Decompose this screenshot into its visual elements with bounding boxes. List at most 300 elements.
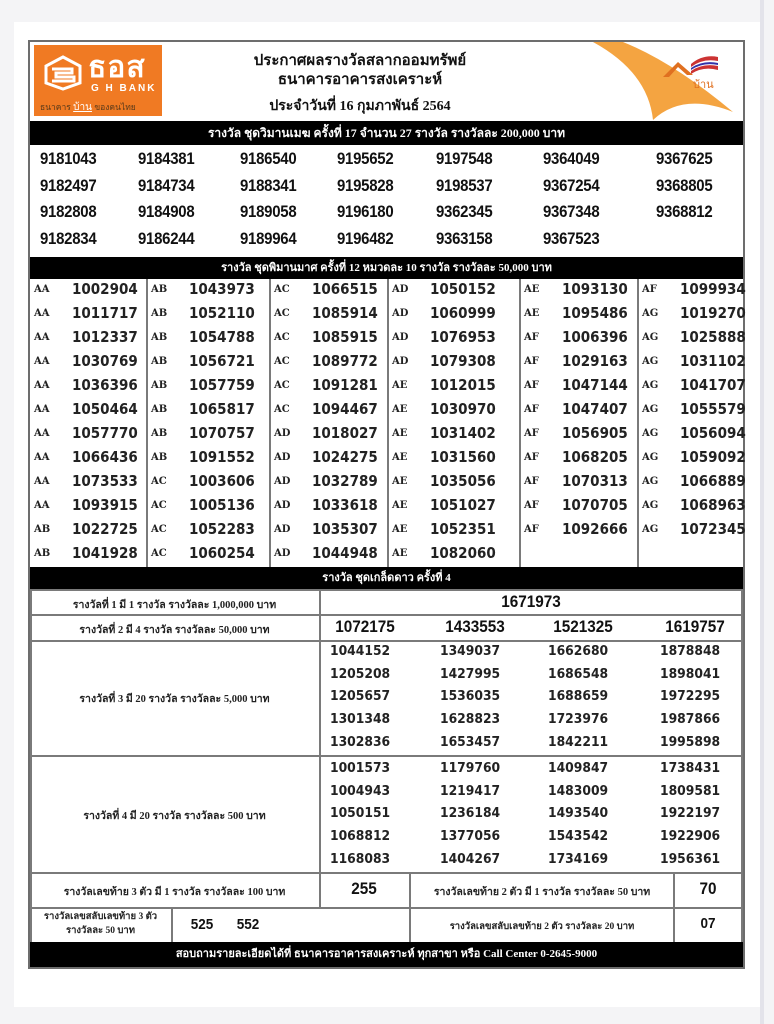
series-number: 1029163 <box>562 352 628 370</box>
series-entry <box>270 303 388 327</box>
series-number: 1002904 <box>72 280 138 298</box>
series-entry <box>388 399 520 423</box>
series-number: 1012337 <box>72 328 138 346</box>
series-prefix: AE <box>392 500 408 511</box>
prize4-number: 1168083 <box>330 851 391 867</box>
series-prefix: AF <box>524 452 539 463</box>
winning-number: 9189964 <box>240 228 297 248</box>
series-prefix: AD <box>274 500 291 511</box>
series-prefix: AD <box>274 476 291 487</box>
swap3-label-line2: รางวัลละ 50 บาท <box>65 926 136 936</box>
series-prefix: AE <box>392 380 408 391</box>
series-number: 1066436 <box>72 448 138 466</box>
divider <box>30 614 743 616</box>
series-prefix: AG <box>642 332 659 343</box>
series-entry <box>147 447 270 471</box>
series-number: 1031560 <box>430 448 496 466</box>
series-prefix: AE <box>524 308 540 319</box>
series-entry <box>388 327 520 351</box>
series-number: 1050152 <box>430 280 496 298</box>
series-prefix: AA <box>34 356 50 367</box>
series-prefix: AA <box>34 500 50 511</box>
series-prefix: AG <box>642 308 659 319</box>
series-entry <box>520 519 638 543</box>
series-number: 1057759 <box>189 376 255 394</box>
draw-date: ประจำวันที่ 16 กุมภาพันธ์ 2564 <box>269 99 451 114</box>
logo-tagline <box>40 100 136 115</box>
series-entry <box>638 375 746 399</box>
prize4-number: 1922197 <box>660 806 721 822</box>
series-prefix: AF <box>524 380 539 391</box>
series-entry <box>147 279 270 303</box>
series-number: 1019270 <box>680 304 746 322</box>
series-entry <box>30 423 147 447</box>
prize4-number: 1377056 <box>440 829 501 845</box>
prize4-number: 1493540 <box>548 806 609 822</box>
series-entry <box>638 279 746 303</box>
series-prefix: AF <box>524 404 539 415</box>
prize3-number: 1628823 <box>440 712 501 728</box>
prize3-number: 1205657 <box>330 689 391 705</box>
series-number: 1070313 <box>562 472 628 490</box>
series-number: 1050464 <box>72 400 138 418</box>
corner-badge-text: บ้าน <box>693 79 714 91</box>
series-prefix: AG <box>642 476 659 487</box>
prize3-number: 1302836 <box>330 734 391 750</box>
winning-number: 9182834 <box>40 228 97 248</box>
prize3-number: 1653457 <box>440 734 501 750</box>
series-prefix: AF <box>524 476 539 487</box>
series-entry <box>520 495 638 519</box>
prize1-label: รางวัลที่ 1 มี 1 รางวัล รางวัลละ 1,000,000 บาท <box>72 600 277 611</box>
tagline-pre: ธนาคาร <box>40 102 71 112</box>
series-number: 1095486 <box>562 304 628 322</box>
prize4-number: 1050151 <box>330 806 391 822</box>
series-prefix: AD <box>274 524 291 535</box>
prize2-label: รางวัลที่ 2 มี 4 รางวัล รางวัลละ 50,000 บาท <box>79 625 270 636</box>
prize1-number: 1671973 <box>501 592 561 611</box>
series-prefix: AB <box>151 308 168 319</box>
series-number: 1057770 <box>72 424 138 442</box>
series-entry <box>30 279 147 303</box>
series-prefix: AD <box>274 548 291 559</box>
series-number: 1011717 <box>72 304 138 322</box>
winning-number: 9181043 <box>40 149 97 168</box>
prize4-number: 1004943 <box>330 783 391 799</box>
prize4-number: 1483009 <box>548 783 609 799</box>
prize4-number: 1734169 <box>548 851 609 867</box>
prize2-number: 1072175 <box>335 617 395 636</box>
prize3-number: 1842211 <box>548 734 609 750</box>
series-entry <box>520 471 638 495</box>
series-prefix: AC <box>274 404 290 415</box>
series-entry <box>638 303 746 327</box>
series-number: 1082060 <box>430 544 496 562</box>
series-number: 1012015 <box>430 376 496 394</box>
series-entry <box>147 471 270 495</box>
series-number: 1065817 <box>189 400 255 418</box>
series-prefix: AF <box>524 356 539 367</box>
series-prefix: AG <box>642 404 659 415</box>
series-number: 1085914 <box>312 304 378 322</box>
winning-number: 9364049 <box>543 149 600 168</box>
prize4-number: 1543542 <box>548 829 609 845</box>
series-entry <box>520 447 638 471</box>
series-entry <box>520 327 638 351</box>
prize3-number: 1972295 <box>660 689 721 705</box>
swap2-label: รางวัลเลขสลับเลขท้าย 2 ตัว รางวัลละ 20 บาท <box>449 922 635 932</box>
winning-number: 9367348 <box>543 202 600 221</box>
prize3-number: 1301348 <box>330 712 391 728</box>
swap3-label-line1: รางวัลเลขสลับเลขท้าย 3 ตัว <box>43 912 158 922</box>
series-prefix: AA <box>34 428 50 439</box>
series-number: 1072345 <box>680 520 746 538</box>
divider <box>30 589 743 591</box>
series-entry <box>638 423 746 447</box>
series-prefix: AC <box>151 500 167 511</box>
series-number: 1031102 <box>680 352 746 370</box>
winning-number: 9368812 <box>656 202 713 221</box>
series-number: 1047144 <box>562 376 628 394</box>
series-entry <box>388 375 520 399</box>
series-entry <box>388 543 520 567</box>
series-number: 1052283 <box>189 520 255 538</box>
series-entry <box>388 303 520 327</box>
series-prefix: AF <box>524 524 539 535</box>
prize4-label: รางวัลที่ 4 มี 20 รางวัล รางวัลละ 500 บาท <box>83 811 266 822</box>
prize3-label: รางวัลที่ 3 มี 20 รางวัล รางวัลละ 5,000 บาท <box>79 694 270 705</box>
swap2-number: 07 <box>700 915 716 932</box>
winning-number: 9367523 <box>543 228 600 248</box>
swap3-label <box>30 910 171 938</box>
series-prefix: AB <box>151 452 168 463</box>
announcement-sheet <box>28 40 745 969</box>
series-prefix: AE <box>392 548 408 559</box>
series-number: 1091281 <box>312 376 378 394</box>
scroll-edge <box>760 0 764 1024</box>
series-entry <box>147 423 270 447</box>
series-entry <box>30 303 147 327</box>
series-number: 1041707 <box>680 376 746 394</box>
divider <box>171 907 173 942</box>
series-number: 1035056 <box>430 472 496 490</box>
series-entry <box>270 279 388 303</box>
divider <box>30 872 743 874</box>
divider <box>741 589 743 942</box>
section2-title-bar: รางวัล ชุดพิมานมาศ ครั้งที่ 12 หมวดละ 10 รางวัล รางวัลละ 50,000 บาท <box>30 257 743 279</box>
series-entry <box>270 543 388 567</box>
prize3-number: 1536035 <box>440 689 501 705</box>
series-number: 1091552 <box>189 448 255 466</box>
series-entry <box>147 303 270 327</box>
series-prefix: AB <box>151 428 168 439</box>
prize3-number: 1723976 <box>548 712 609 728</box>
series-number: 1060999 <box>430 304 496 322</box>
prize4-number: 1001573 <box>330 761 391 776</box>
orange-ribbon-decoration <box>593 42 743 121</box>
last2-number: 70 <box>699 879 717 898</box>
series-number: 1006396 <box>562 328 628 346</box>
series-prefix: AA <box>34 284 50 295</box>
divider <box>673 872 675 942</box>
series-prefix: AB <box>151 380 168 391</box>
swap3-number: 525 <box>190 916 214 933</box>
prize4-number: 1404267 <box>440 851 501 867</box>
series-prefix: AF <box>524 500 539 511</box>
winning-number: 9189058 <box>240 202 297 221</box>
series-number: 1066889 <box>680 472 746 490</box>
series-entry <box>520 303 638 327</box>
prize3-number: 1205208 <box>330 666 391 682</box>
series-entry <box>520 279 638 303</box>
series-number: 1079308 <box>430 352 496 370</box>
section1-numbers <box>30 145 743 257</box>
series-entry <box>30 327 147 351</box>
series-prefix: AF <box>642 284 657 295</box>
series-entry <box>147 375 270 399</box>
series-prefix: AG <box>642 452 659 463</box>
prize3-number: 1898041 <box>660 666 721 682</box>
series-prefix: AG <box>642 500 659 511</box>
series-prefix: AD <box>274 452 291 463</box>
series-entry <box>270 399 388 423</box>
series-number: 1030970 <box>430 400 496 418</box>
logo-brand-english: G H BANK <box>91 83 157 94</box>
winning-number: 9196180 <box>337 202 394 221</box>
series-number: 1044948 <box>312 544 378 562</box>
prize3-number: 1349037 <box>440 644 501 659</box>
series-number: 1056721 <box>189 352 255 370</box>
series-prefix: AA <box>34 308 50 319</box>
house-logo-icon <box>44 55 82 91</box>
series-entry <box>270 447 388 471</box>
series-prefix: AB <box>34 524 51 535</box>
page-title: ประกาศผลรางวัลสลากออมทรัพย์ <box>253 53 467 69</box>
series-number: 1073533 <box>72 472 138 490</box>
series-prefix: AB <box>151 356 168 367</box>
series-entry <box>30 543 147 567</box>
prize4-number: 1956361 <box>660 851 721 867</box>
tagline-highlight: บ้าน <box>73 102 92 113</box>
series-entry <box>638 495 746 519</box>
series-prefix: AD <box>274 428 291 439</box>
series-entry <box>388 279 520 303</box>
series-prefix: AE <box>392 452 408 463</box>
series-number: 1052351 <box>430 520 496 538</box>
series-entry <box>147 519 270 543</box>
series-prefix: AE <box>524 284 540 295</box>
series-entry <box>638 471 746 495</box>
winning-number: 9362345 <box>436 202 493 221</box>
series-entry <box>520 351 638 375</box>
series-prefix: AD <box>392 332 409 343</box>
prize2-number: 1619757 <box>665 617 725 636</box>
divider <box>30 907 743 909</box>
series-prefix: AA <box>34 380 50 391</box>
series-prefix: AD <box>392 308 409 319</box>
series-entry <box>270 351 388 375</box>
series-prefix: AE <box>392 524 408 535</box>
series-entry <box>638 519 746 543</box>
series-prefix: AD <box>392 356 409 367</box>
series-prefix: AC <box>274 356 290 367</box>
series-prefix: AC <box>151 548 167 559</box>
prize4-number: 1179760 <box>440 761 501 776</box>
series-entry <box>147 399 270 423</box>
series-number: 1043973 <box>189 280 255 298</box>
series-prefix: AF <box>524 332 539 343</box>
series-prefix: AF <box>524 428 539 439</box>
series-number: 1089772 <box>312 352 378 370</box>
series-entry <box>638 447 746 471</box>
series-prefix: AE <box>392 404 408 415</box>
series-entry <box>30 471 147 495</box>
series-prefix: AB <box>151 332 168 343</box>
series-prefix: AC <box>151 524 167 535</box>
series-prefix: AB <box>151 284 168 295</box>
series-entry <box>270 495 388 519</box>
prize4-number: 1219417 <box>440 783 501 799</box>
series-entry <box>388 447 520 471</box>
series-number: 1085915 <box>312 328 378 346</box>
series-prefix: AE <box>392 476 408 487</box>
series-prefix: AB <box>151 404 168 415</box>
series-number: 1060254 <box>189 544 255 562</box>
series-number: 1035307 <box>312 520 378 538</box>
winning-number: 9198537 <box>436 175 493 195</box>
series-number: 1055579 <box>680 400 746 418</box>
series-number: 1036396 <box>72 376 138 394</box>
series-entry <box>30 519 147 543</box>
series-entry <box>30 375 147 399</box>
prize3-number: 1995898 <box>660 734 721 750</box>
series-entry <box>30 351 147 375</box>
series-number: 1056094 <box>680 424 746 442</box>
series-number: 1022725 <box>72 520 138 538</box>
series-number: 1066515 <box>312 280 378 298</box>
series-entry <box>147 327 270 351</box>
series-prefix: AB <box>34 548 51 559</box>
footer-contact-bar: สอบถามรายละเอียดได้ที่ ธนาคารอาคารสงเคราะห์ ทุกสาขา หรือ Call Center 0-2645-9000 <box>30 942 743 967</box>
series-prefix: AA <box>34 332 50 343</box>
series-prefix: AG <box>642 428 659 439</box>
series-number: 1018027 <box>312 424 378 442</box>
winning-number: 9195828 <box>337 175 394 195</box>
winning-number: 9197548 <box>436 149 493 168</box>
series-entry <box>638 351 746 375</box>
prize4-number: 1068812 <box>330 829 391 845</box>
series-entry <box>270 519 388 543</box>
prize3-number: 1427995 <box>440 666 501 682</box>
series-entry <box>270 423 388 447</box>
series-entry <box>388 423 520 447</box>
series-prefix: AD <box>392 284 409 295</box>
series-number: 1093130 <box>562 280 628 298</box>
prize3-number: 1688659 <box>548 689 609 705</box>
series-entry <box>520 375 638 399</box>
logo-brand-thai: ธอส <box>88 51 146 84</box>
prize4-number: 1236184 <box>440 806 501 822</box>
series-number: 1005136 <box>189 496 255 514</box>
winning-number: 9196482 <box>337 228 394 248</box>
section3-title-bar: รางวัล ชุดเกล็ดดาว ครั้งที่ 4 <box>30 567 743 589</box>
last3-label: รางวัลเลขท้าย 3 ตัว มี 1 รางวัล รางวัลละ 100 บาท <box>63 887 286 898</box>
series-number: 1024275 <box>312 448 378 466</box>
section2-series-table <box>30 279 746 567</box>
series-number: 1059092 <box>680 448 746 466</box>
divider <box>30 755 743 757</box>
winning-number: 9186244 <box>138 228 195 248</box>
series-entry <box>388 351 520 375</box>
series-entry <box>388 519 520 543</box>
series-prefix: AC <box>151 476 167 487</box>
winning-number: 9182497 <box>40 175 97 195</box>
series-number: 1056905 <box>562 424 628 442</box>
series-entry <box>270 375 388 399</box>
series-number: 1030769 <box>72 352 138 370</box>
series-prefix: AE <box>392 428 408 439</box>
winning-number: 9184908 <box>138 202 195 221</box>
series-number: 1092666 <box>562 520 628 538</box>
series-number: 1052110 <box>189 304 255 322</box>
series-entry <box>520 423 638 447</box>
last2-label: รางวัลเลขท้าย 2 ตัว มี 1 รางวัล รางวัลละ 50 บาท <box>433 887 651 898</box>
prize4-number: 1738431 <box>660 761 721 776</box>
section1-title-bar: รางวัล ชุดวิมานเมฆ ครั้งที่ 17 จำนวน 27 รางวัล รางวัลละ 200,000 บาท <box>30 121 743 145</box>
prize4-number: 1809581 <box>660 783 721 799</box>
series-entry <box>147 543 270 567</box>
series-prefix: AA <box>34 476 50 487</box>
winning-number: 9186540 <box>240 149 297 168</box>
prize3-number: 1662680 <box>548 644 609 659</box>
series-number: 1025888 <box>680 328 746 346</box>
winning-number: 9188341 <box>240 175 297 195</box>
series-number: 1032789 <box>312 472 378 490</box>
series-entry <box>388 471 520 495</box>
last3-number: 255 <box>351 879 377 898</box>
series-prefix: AG <box>642 380 659 391</box>
series-entry <box>147 495 270 519</box>
series-number: 1003606 <box>189 472 255 490</box>
winning-number: 9184381 <box>138 149 195 168</box>
prize2-number: 1521325 <box>553 617 613 636</box>
series-prefix: AC <box>274 284 290 295</box>
series-number: 1068963 <box>680 496 746 514</box>
prize4-number: 1409847 <box>548 761 609 776</box>
divider <box>30 640 743 642</box>
winning-number: 9367625 <box>656 149 713 168</box>
series-entry <box>30 495 147 519</box>
prize3-number: 1044152 <box>330 644 391 659</box>
divider <box>319 589 321 907</box>
winning-number: 9184734 <box>138 175 195 195</box>
series-number: 1099934 <box>680 280 746 298</box>
tagline-post: ของคนไทย <box>94 102 136 112</box>
series-prefix: AC <box>274 308 290 319</box>
series-entry <box>638 327 746 351</box>
prize2-number: 1433553 <box>445 617 505 636</box>
series-number: 1033618 <box>312 496 378 514</box>
series-number: 1076953 <box>430 328 496 346</box>
prize3-number: 1686548 <box>548 666 609 682</box>
series-number: 1031402 <box>430 424 496 442</box>
series-prefix: AA <box>34 404 50 415</box>
series-entry <box>520 399 638 423</box>
winning-number: 9367254 <box>543 175 600 195</box>
series-number: 1070705 <box>562 496 628 514</box>
series-entry <box>270 327 388 351</box>
winning-number: 9363158 <box>436 228 493 248</box>
